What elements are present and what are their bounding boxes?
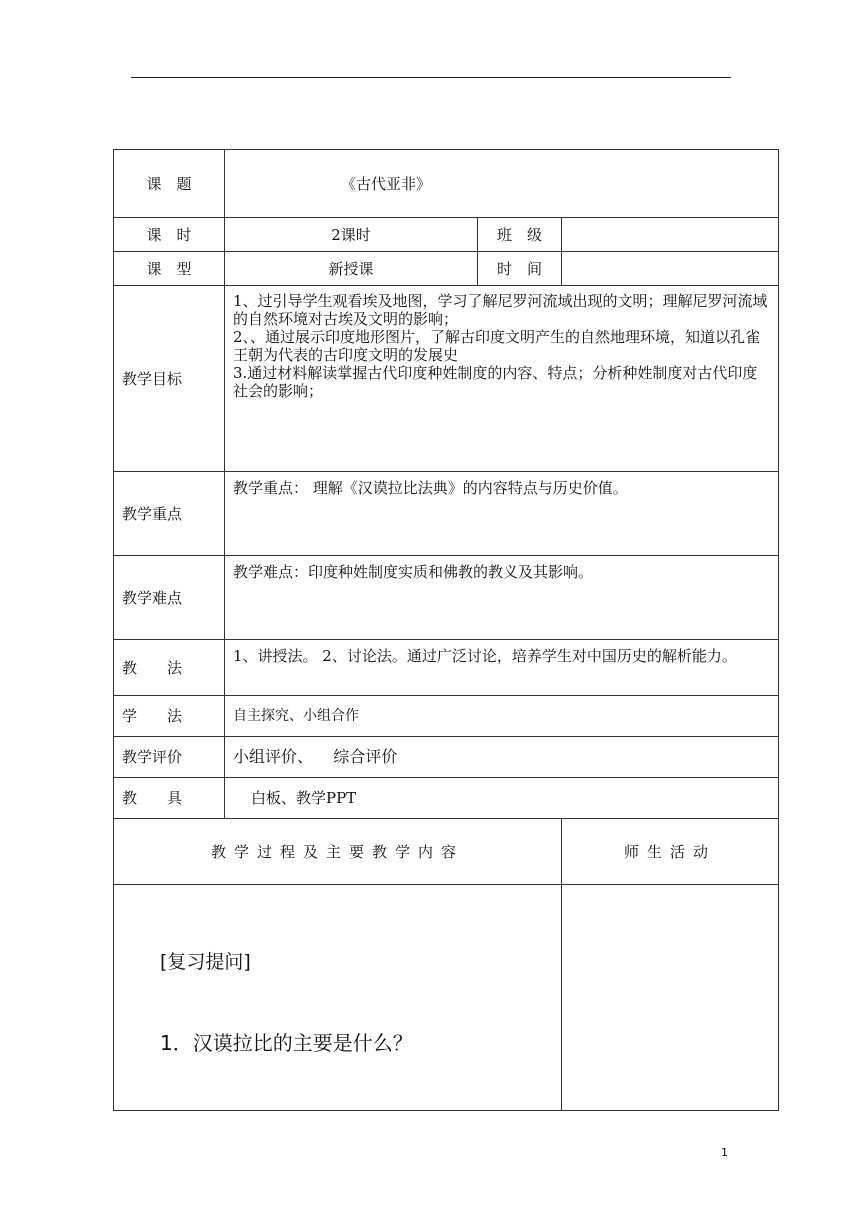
row-type xyxy=(114,252,779,286)
learning-method-label: 学 法 xyxy=(114,696,225,737)
lesson-plan-table xyxy=(113,149,779,1111)
teaching-method-value: 1、讲授法。 2、讨论法。通过广泛讨论，培养学生对中国历史的解析能力。 xyxy=(225,640,779,696)
topic-label: 课 题 xyxy=(114,150,225,218)
row-teaching-method xyxy=(114,640,779,696)
row-difficulties xyxy=(114,556,779,640)
time-label: 时 间 xyxy=(478,252,562,286)
review-question-1: 1．汉谟拉比的主要是什么？ xyxy=(160,1031,413,1055)
row-process-header xyxy=(114,819,779,885)
teacher-student-activity-cell xyxy=(562,885,779,1111)
key-points-label: 教学重点 xyxy=(114,472,225,556)
process-header-right: 师生活动 xyxy=(562,819,779,885)
objective-item-3: 3.通过材料解读掌握古代印度种姓制度的内容、特点；分析种姓制度对古代印度社会的影响； xyxy=(233,364,758,400)
row-key-points xyxy=(114,472,779,556)
difficulties-value: 教学难点：印度种姓制度实质和佛教的教义及其影响。 xyxy=(225,556,779,640)
process-content xyxy=(114,885,562,1111)
hours-value: 2课时 xyxy=(225,218,478,252)
teaching-method-label: 教 法 xyxy=(114,640,225,696)
evaluation-value: 小组评价、 综合评价 xyxy=(225,737,779,778)
row-hours xyxy=(114,218,779,252)
row-process-content xyxy=(114,885,779,1111)
type-value: 新授课 xyxy=(225,252,478,286)
tools-value: 白板、教学PPT xyxy=(225,778,779,819)
row-evaluation xyxy=(114,737,779,778)
hours-label: 课 时 xyxy=(114,218,225,252)
row-objectives xyxy=(114,286,779,472)
header-rule xyxy=(131,77,731,78)
row-learning-method xyxy=(114,696,779,737)
objective-item-1: 1、过引导学生观看埃及地图，学习了解尼罗河流域出现的文明；理解尼罗河流域的自然环境对古埃及文明的影响； xyxy=(233,292,768,328)
type-label: 课 型 xyxy=(114,252,225,286)
objectives-label: 教学目标 xyxy=(114,286,225,472)
review-title: [复习提问] xyxy=(160,951,251,973)
class-label: 班 级 xyxy=(478,218,562,252)
row-topic xyxy=(114,150,779,218)
difficulties-label: 教学难点 xyxy=(114,556,225,640)
tools-label: 教 具 xyxy=(114,778,225,819)
process-header-left: 教学过程及主要教学内容 xyxy=(114,819,562,885)
learning-method-value: 自主探究、小组合作 xyxy=(225,696,779,737)
objectives-content xyxy=(225,286,779,472)
key-points-value: 教学重点： 理解《汉谟拉比法典》的内容特点与历史价值。 xyxy=(225,472,779,556)
topic-value: 《古代亚非》 xyxy=(225,150,779,218)
time-value xyxy=(562,252,779,286)
class-value xyxy=(562,218,779,252)
row-tools xyxy=(114,778,779,819)
objective-item-2: 2、、通过展示印度地形图片，了解古印度文明产生的自然地理环境，知道以孔雀王朝为代表的古印度文明的发展史 xyxy=(233,328,761,364)
page-number: 1 xyxy=(721,1146,728,1159)
evaluation-label: 教学评价 xyxy=(114,737,225,778)
